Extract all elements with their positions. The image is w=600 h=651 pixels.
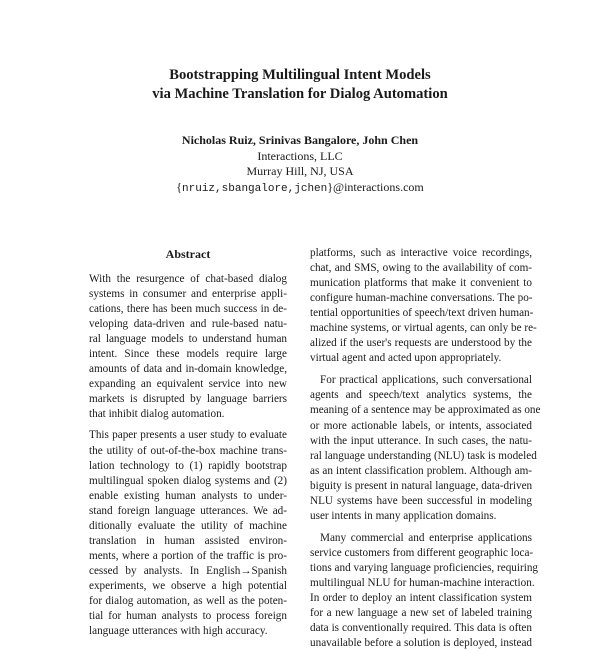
text-line: with the input utterance. In such cases, the natu- [310, 434, 532, 447]
text-line: biguity is present in natural language, data-driven [310, 479, 533, 492]
text-line: cessed by analysts. In English→Spanish [89, 564, 287, 577]
paper-title [0, 66, 600, 104]
text-line: veloping data-driven and rule-based natu- [89, 318, 287, 331]
text-line: or more actionable labels, or intents, associated [310, 419, 532, 432]
abstract-heading: Abstract [165, 247, 211, 261]
text-line: tential opportunities of speech/text driven human- [310, 307, 534, 320]
text-line: munication platforms that make it convenient to [310, 277, 532, 290]
email-users: nruiz,sbangalore,jchen [182, 182, 328, 195]
left-column [89, 247, 287, 639]
text-line: ral language understanding (NLU) task is modeled [310, 449, 537, 462]
text-line: In order to deploy an intent classification system [310, 592, 532, 605]
body-paragraph-1 [310, 246, 537, 366]
text-line: ral language models to understand human [89, 333, 287, 346]
text-line: multilingual NLU for human-machine interaction. [310, 576, 535, 589]
text-line: unavailable before a solution is deployed, instead [310, 637, 532, 650]
text-line: experiments, we observe a high potential [89, 579, 287, 592]
text-line: systems in consumer and enterprise appli- [89, 288, 287, 301]
text-line: cations, there has been much success in de- [89, 303, 287, 316]
text-line: for dialog automation, as well as the poten- [89, 594, 287, 607]
text-line: chat, and SMS, owing to the availability of com- [310, 262, 532, 275]
author-block [0, 133, 600, 197]
text-line: ments, where a portion of the traffic is pro- [89, 549, 287, 562]
text-line: markets is disrupted by language barriers [89, 393, 287, 406]
text-line: Many commercial and enterprise applications [320, 531, 532, 544]
text-line: the utility of out-of-the-box machine trans- [89, 444, 287, 457]
body-paragraph-2 [310, 373, 541, 523]
abstract-paragraph-1 [89, 272, 287, 422]
text-line: data is conventionally required. This data is often [310, 622, 532, 635]
text-line: agents and speech/text analytics systems, the [310, 389, 532, 402]
text-line: language utterances with high accuracy. [89, 625, 268, 638]
text-line: tial for human analysts to process foreign [89, 610, 287, 623]
text-line: tions and varying language proficiencies, requiring [310, 561, 539, 574]
text-line: translation in human assisted environ- [89, 534, 287, 547]
author-email [0, 180, 600, 198]
author-location: Murray Hill, NJ, USA [246, 164, 354, 178]
body-paragraph-3 [310, 531, 539, 651]
text-line: meaning of a sentence may be approximated as one [310, 404, 541, 417]
author-names: Nicholas Ruiz, Srinivas Bangalore, John Chen [181, 133, 419, 147]
text-line: amounts of data and in-domain knowledge, [89, 363, 287, 376]
right-column [310, 246, 541, 651]
author-affiliation: Interactions, LLC [257, 148, 343, 163]
text-line: With the resurgence of chat-based dialog [89, 273, 287, 285]
text-line: platforms, such as interactive voice recordings, [310, 247, 532, 259]
email-domain: @interactions.com [333, 179, 424, 194]
text-line: user intents in many application domains. [310, 509, 497, 522]
email-close-brace: } [327, 179, 334, 194]
text-line: alized if the user's requests are understood by the [310, 337, 532, 350]
text-line: that inhibit dialog automation. [89, 408, 225, 421]
text-line: stand foreign language utterances. We ad- [89, 504, 287, 517]
text-line: ditionally evaluate the utility of machine [89, 519, 287, 532]
text-line: lation technology to (1) rapidly bootstrap [89, 459, 287, 472]
text-line: service customers from different geographic loca- [310, 546, 534, 559]
text-line: expanding an equivalent service into new [89, 378, 287, 391]
text-line: virtual agent and acted upon appropriately. [310, 352, 502, 365]
text-line: configure human-machine conversations. The po- [310, 292, 533, 305]
text-line: machine systems, or virtual agents, can only be re- [310, 322, 537, 335]
paragraph-gap [310, 524, 532, 531]
email-open-brace: { [176, 179, 183, 194]
text-line: intent. Since these models require large [89, 348, 287, 361]
text-line: NLU systems have been successful in modeling [310, 494, 532, 507]
text-line: For practical applications, such conversational [320, 374, 532, 387]
text-line: for a new language a new set of labeled training [310, 607, 532, 620]
paragraph-gap [310, 366, 532, 373]
abstract-paragraph-2 [89, 428, 287, 639]
text-line: multilingual spoken dialog systems and (2) [89, 474, 287, 487]
text-line: as an intent classification problem. Although am- [310, 464, 532, 477]
text-line: This paper presents a user study to evaluate [89, 429, 287, 442]
title-line-2: via Machine Translation for Dialog Automation [152, 86, 448, 102]
text-line: enable existing human analysts to under- [89, 489, 287, 502]
title-line-1: Bootstrapping Multilingual Intent Models [169, 67, 431, 83]
